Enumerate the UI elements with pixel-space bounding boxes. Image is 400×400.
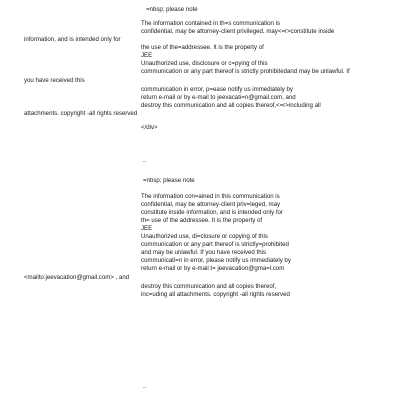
notice-1-line: you have received this <box>24 77 85 84</box>
notice-2-line: Unauthorized use, di=closure or copying of this <box>141 233 268 240</box>
notice-2-line: communicati=n in error, please notify us immediately by <box>141 257 291 264</box>
notice-1-line: return e-mail or by e-mail to jeevacati=n@gmail.com, and <box>141 94 296 101</box>
notice-2-line: destroy this communication and all copies thereof, <box>141 283 277 290</box>
notice-1-line: communication or any part thereof is strictly prohibitedand may be unlawful. If <box>141 68 350 75</box>
notice-1-line: confidential, may be attorney-client privileged, may<=r>constitute inside <box>141 28 335 35</box>
mailto-link[interactable]: <mailto:jeevacation@gmail.com> , and <box>24 274 130 281</box>
notice-1-line: Unauthorized use, disclosure or c=pying of this <box>141 60 268 67</box>
separator: .. <box>143 157 147 164</box>
notice-2-line: constitute inside information, and is intended only for <box>141 209 283 216</box>
notice-2-line: communication or any part thereof is strictly=prohibited <box>141 241 289 248</box>
notice-1-line: destroy this communication and all copies thereof,<=r>including all <box>141 102 321 109</box>
notice-1-line: the use of the=addressee. It is the property of <box>141 44 264 51</box>
notice-2-line: inc=uding all attachments. copyright -all rights reserved <box>141 291 290 298</box>
notice-1-line: communication in error, p=ease notify us immediately by <box>141 86 293 93</box>
notice-2-line: and may be unlawful. If you have received this <box>141 249 266 256</box>
notice-2-line: return e-mail or by e-mail t= jeevacation@gma=l.com <box>141 265 285 272</box>
notice-1-line: information, and is intended only for <box>24 36 121 43</box>
notice-1-header: =nbsp; please note <box>146 6 198 13</box>
notice-2-line: JEE <box>141 225 153 232</box>
notice-1-line: The information contained in th=s communication is <box>141 20 281 27</box>
notice-2-line: The information con=ained in this communication is <box>141 193 280 200</box>
closing-div-tag: </div> <box>141 124 158 131</box>
notice-1-line: attachments. copyright -all rights reserved <box>24 110 138 117</box>
notice-2-line: confidential, may be attorney-client priv=leged, may <box>141 201 281 208</box>
separator: .. <box>143 383 147 390</box>
notice-2-line: th= use of the addressee. It is the property of <box>141 217 263 224</box>
notice-2-header: =nbsp; please note <box>143 177 195 184</box>
notice-1-line: JEE <box>141 52 153 59</box>
